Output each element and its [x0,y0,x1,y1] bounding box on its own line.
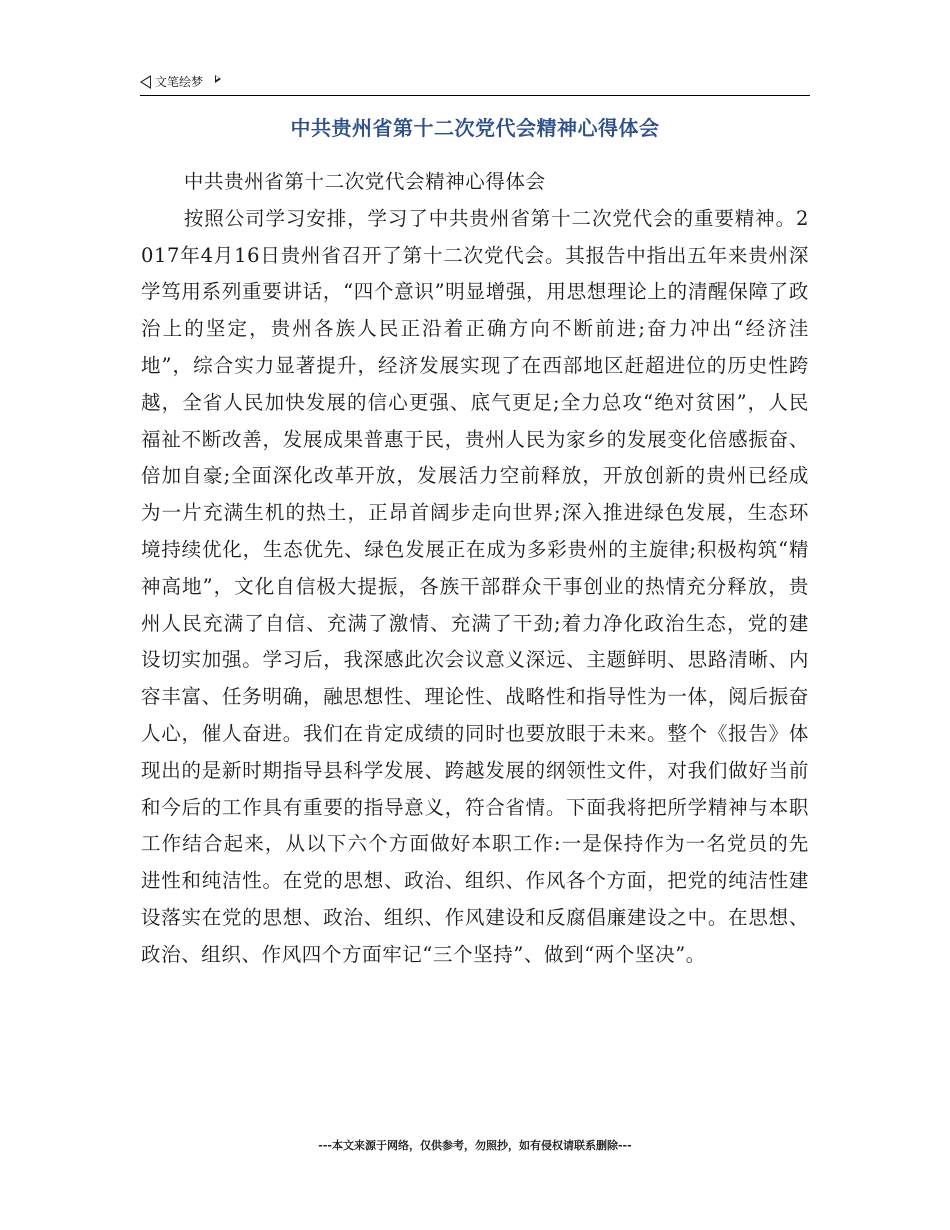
footer-disclaimer: ---本文来源于网络，仅供参考，勿照抄，如有侵权请联系删除--- [318,1139,632,1152]
triangle-right-icon [215,75,221,83]
header-brand-text: 文笔绘梦 [155,75,204,89]
document-paragraph: 按照公司学习安排，学习了中共贵州省第十二次党代会的重要精神。2017年4月16日贵州省召开了第十二次党代会。其报告中指出五年来贵州深学笃用系列重要讲话，“四个意识”明显增强，用思想理论上的清醒保障了政治上的坚定，贵州各族人民正沿着正确方向不断前进;奋力冲出“经济洼地”，综合实力显著提升，经济发展实现了在西部地区赶超进位的历史性跨越，全省人民加快发展的信心更强、底气更足;全力总攻“绝对贫困”，人民福祉不断改善，发展成果普惠于民，贵州人民为家乡的发展变化倍感振奋、倍加自豪;全面深化改革开放，发展活力空前释放，开放创新的贵州已经成为一片充满生机的热土，正昂首阔步走向世界;深入推进绿色发展，生态环境持续优化，生态优先、绿色发展正在成为多彩贵州的主旋律;积极构筑“精神高地”，文化自信极大提振，各族干部群众干事创业的热情充分释放，贵州人民充满了自信、充满了激情、充满了干劲;着力净化政治生态，党的建设切实加强。学习后，我深感此次会议意义深远、主题鲜明、思路清晰、内容丰富、任务明确，融思想性、理论性、战略性和指导性为一体，阅后振奋人心，催人奋进。我们在肯定成绩的同时也要放眼于未来。整个《报告》体现出的是新时期指导县科学发展、跨越发展的纲领性文件，对我们做好当前和今后的工作具有重要的指导意义，符合省情。下面我将把所学精神与本职工作结合起来，从以下六个方面做好本职工作:一是保持作为一名党员的先进性和纯洁性。在党的思想、政治、组织、作风各个方面，把党的纯洁性建设落实在党的思想、政治、组织、作风建设和反腐倡廉建设之中。在思想、政治、组织、作风四个方面牢记“三个坚持”、做到“两个坚决”。 [141,206,809,966]
triangle-left-icon [140,75,151,89]
document-title: 中共贵州省第十二次党代会精神心得体会 [290,116,660,140]
page-header [140,70,810,96]
header-brand-group [140,73,221,90]
document-subtitle: 中共贵州省第十二次党代会精神心得体会 [183,170,546,193]
document-body [141,164,809,974]
